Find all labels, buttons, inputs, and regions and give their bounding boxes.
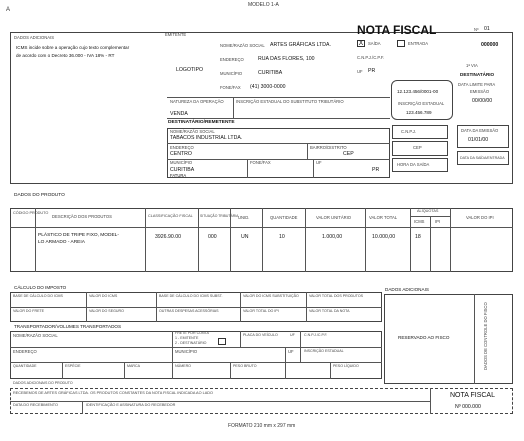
divider xyxy=(62,362,63,379)
th-quant: QUANTIDADE xyxy=(270,215,298,220)
valor-nota-label: VALOR TOTAL DA NOTA xyxy=(309,309,350,313)
emitente-block xyxy=(162,32,350,94)
emitente-nome: ARTES GRÁFICAS LTDA. xyxy=(270,42,331,48)
divider xyxy=(156,292,157,322)
dest-nome-label: NOME/RAZÃO SOCIAL xyxy=(170,129,215,134)
natureza-label: NATUREZA DA OPERAÇÃO xyxy=(170,99,224,104)
dest-bairro-label: BAIRRO/DISTRITO xyxy=(310,145,347,150)
cnpj-label: C.N.P.J./C.P.F. xyxy=(357,55,385,60)
divider xyxy=(167,97,390,98)
row-vunit: 1.000,00 xyxy=(322,234,343,240)
divider xyxy=(10,307,382,308)
especie-label: ESPÉCIE xyxy=(65,364,81,368)
transp-nome-label: NOME/RAZÃO SOCIAL xyxy=(13,333,58,338)
th-codigo: CÓDIGO PRODUTO xyxy=(13,211,49,215)
dest-fone-label: FONE/FAX xyxy=(250,160,271,165)
col-divider xyxy=(145,208,146,272)
calculo-title: CÁLCULO DO IMPOSTO xyxy=(14,285,67,290)
th-unid: UNID. xyxy=(238,215,250,220)
divider xyxy=(167,118,390,119)
row-vtotal: 10.000,00 xyxy=(372,234,396,240)
side-mark: A xyxy=(6,7,11,13)
th-vtotal: VALOR TOTAL xyxy=(369,215,398,220)
base-sub-label: BASE DE CÁLCULO DO ICMS SUBST. xyxy=(159,294,223,298)
uf-label: UF xyxy=(357,69,363,74)
transp-ie-label: INSCRIÇÃO ESTADUAL xyxy=(304,349,344,353)
divider xyxy=(167,159,390,160)
frete-label: VALOR DO FRETE xyxy=(13,309,45,313)
produtos-title: DADOS DO PRODUTO xyxy=(14,193,65,198)
saida-mark: X xyxy=(358,40,364,47)
dest-ie-label: CEP xyxy=(413,145,422,150)
valor-icms-label: VALOR DO ICMS xyxy=(89,294,118,298)
divider xyxy=(247,159,248,178)
saida-label: SAÍDA xyxy=(368,41,381,46)
data-saida-box xyxy=(457,151,509,165)
col-divider xyxy=(35,208,36,272)
col-divider xyxy=(410,208,411,272)
divider xyxy=(124,362,125,379)
dest-ie-box xyxy=(392,141,448,156)
divider xyxy=(240,292,241,322)
aliquotas-divider xyxy=(410,216,450,217)
placa-label: PLACA DO VEÍCULO xyxy=(243,333,278,337)
divider xyxy=(307,143,308,159)
row-quant: 10 xyxy=(279,234,285,240)
divider xyxy=(82,401,83,414)
footer-format: FORMATO 210 mm x 297 mm xyxy=(228,423,296,429)
emitente-endereco: RUA DAS FLORES, 100 xyxy=(258,56,315,62)
dados-adicionais-text1: ICMS incide sobre a operação cujo texto complementar xyxy=(16,45,130,50)
valor-sub-label: VALOR DO ICMS SUBSTITUIÇÃO xyxy=(243,294,299,298)
frete-emitente-label: 1 - EMITENTE xyxy=(175,336,199,340)
emitente-fone: (41) 3000-0000 xyxy=(250,84,286,90)
transp-endereco-label: ENDEREÇO xyxy=(13,349,37,354)
seguro-label: VALOR DO SEGURO xyxy=(89,309,124,313)
uf-value: PR xyxy=(368,68,376,74)
serie-value: 000000 xyxy=(481,42,499,48)
frete-conta-label: FRETE POR CONTA xyxy=(175,331,209,335)
nota-numero: 01 xyxy=(484,26,490,32)
dest-uf: PR xyxy=(372,167,380,173)
dest-cep: CEP xyxy=(343,151,354,157)
divider xyxy=(230,362,231,379)
via-label: 1ª VIA xyxy=(466,63,478,68)
divider xyxy=(313,159,314,178)
col-divider xyxy=(262,208,263,272)
emitente-municipio: CURITIBA xyxy=(258,70,283,76)
recibo-nf-title: NOTA FISCAL xyxy=(450,392,495,399)
th-class: CLASSIFICAÇÃO FISCAL xyxy=(148,214,193,218)
recibo-nf-numero: Nº 000.000 xyxy=(455,404,481,410)
recibo-assinatura-label: IDENTIFICAÇÃO E ASSINATURA DO RECEBEDOR xyxy=(86,403,176,407)
data-emissao-value: 01/01/00 xyxy=(468,137,489,143)
autenticacao-seal xyxy=(391,80,453,120)
data-emissao-label: DATA DA EMISSÃO xyxy=(461,128,499,133)
divider xyxy=(240,331,241,347)
divider xyxy=(10,362,382,363)
frete-dest-label: 2 - DESTINATÁRIO xyxy=(175,341,207,345)
reservado-fisco: RESERVADO AO FISCO xyxy=(398,335,450,340)
dados-adicionais-2-title: DADOS ADICIONAIS xyxy=(385,287,429,292)
emitente-label: EMITENTE xyxy=(165,32,187,37)
stamp-destinatario: DESTINATÁRIO xyxy=(460,72,495,77)
divider xyxy=(10,401,430,402)
marca-label: MARCA xyxy=(127,364,140,368)
row-sit: 000 xyxy=(208,234,217,240)
dados-adicionais-top xyxy=(12,35,160,70)
emitente-logo: LOGOTIPO xyxy=(176,67,204,73)
form-model-caption: MODELO 1-A xyxy=(248,2,279,8)
divider xyxy=(285,347,286,379)
quantidade-label: QUANTIDADE xyxy=(13,364,37,368)
valor-produtos-label: VALOR TOTAL DOS PRODUTOS xyxy=(309,294,364,298)
col-divider xyxy=(198,208,199,272)
numero-label: NÚMERO xyxy=(175,364,191,368)
dest-endereco: CENTRO xyxy=(170,151,192,157)
dest-fatura: FATURA xyxy=(170,173,187,178)
transportador-title: TRANSPORTADOR/VOLUMES TRANSPORTADOS xyxy=(14,324,122,329)
divider xyxy=(86,292,87,322)
transp-uf2-label: UF xyxy=(288,349,294,354)
hora-box xyxy=(392,158,448,172)
th-descricao: DESCRIÇÃO DOS PRODUTOS xyxy=(52,214,112,219)
th-icms: ICMS xyxy=(414,219,425,224)
col-divider xyxy=(430,216,431,272)
nota-fiscal-title: NOTA FISCAL xyxy=(357,23,437,37)
dados-controle-fisco: DADOS DE CONTROLE DO FISCO xyxy=(483,302,488,370)
ie-substituto-label: INSCRIÇÃO ESTADUAL DO SUBSTITUTO TRIBUTÁRIO xyxy=(236,99,344,104)
divider xyxy=(172,331,173,379)
seal-ie-value: 123.456.789 xyxy=(406,110,432,115)
saida-checkbox[interactable] xyxy=(357,40,365,47)
stamp-emissao: EMISSÃO xyxy=(470,89,490,94)
stamp-data-value: 00/00/00 xyxy=(472,98,493,104)
divider xyxy=(10,347,382,348)
emitente-fone-label: FONE/FAX xyxy=(220,85,241,90)
divider xyxy=(300,331,301,362)
th-aliquotas: ALÍQUOTAS xyxy=(417,209,439,213)
transp-municipio-label: MUNICÍPIO xyxy=(175,349,198,354)
hora-label: HORA DA SAÍDA xyxy=(397,162,430,167)
dest-uf-label: UF xyxy=(316,160,322,165)
emitente-municipio-label: MUNICÍPIO xyxy=(220,71,243,76)
dados-adicionais-title: DADOS ADICIONAIS xyxy=(14,35,55,40)
entrada-checkbox[interactable] xyxy=(397,40,405,47)
th-ipi: IPI xyxy=(435,219,441,224)
peso-liquido-label: PESO LÍQUIDO xyxy=(333,364,359,368)
divider xyxy=(306,292,307,322)
emitente-endereco-label: ENDEREÇO xyxy=(220,57,244,62)
natureza-value: VENDA xyxy=(170,111,188,117)
destinatario-title: DESTINATÁRIO/REMETENTE xyxy=(168,120,235,125)
emitente-nome-label: NOME/RAZÃO SOCIAL xyxy=(220,43,265,48)
divider xyxy=(330,362,331,379)
row-descricao-2: LO ARMADO - AREIA xyxy=(38,240,85,245)
dest-municipio: CURITIBA xyxy=(170,167,195,173)
dest-municipio-label: MUNICÍPIO xyxy=(170,160,193,165)
nota-numero-label: Nº xyxy=(474,27,479,32)
base-icms-label: BASE DE CÁLCULO DO ICMS xyxy=(13,294,63,298)
despesas-label: OUTRAS DESPESAS ACESSÓRIAS xyxy=(159,309,219,313)
data-emissao-box xyxy=(457,125,509,148)
recibo-data-label: DATA DO RECEBIMENTO xyxy=(13,403,58,407)
row-icms: 18 xyxy=(415,234,421,240)
dados-produto-label: DADOS ADICIONAIS DO PRODUTO xyxy=(13,381,73,385)
col-divider xyxy=(305,208,306,272)
stamp-data-limite: DATA LIMITE PARA xyxy=(458,82,496,87)
dest-endereco-label: ENDEREÇO xyxy=(170,145,194,150)
divider xyxy=(474,294,475,384)
col-divider xyxy=(365,208,366,272)
col-divider xyxy=(450,208,451,272)
row-class: 3926.90.00 xyxy=(155,234,181,240)
entrada-label: ENTRADA xyxy=(408,41,429,46)
data-saida-label: DATA DA SAÍDA/ENTRADA xyxy=(460,156,505,160)
dest-cnpj-label: C.N.P.J. xyxy=(401,129,417,134)
divider xyxy=(167,143,390,144)
dest-nome: TABACOS INDUSTRIAL LTDA. xyxy=(170,135,243,141)
row-unid: UN xyxy=(241,234,249,240)
seal-cnpj: 12.123.456/0001-00 xyxy=(397,89,439,94)
valor-ipi-label: VALOR TOTAL DO IPI xyxy=(243,309,279,313)
transp-cnpj-label: C.N.P.J./C.P.F. xyxy=(304,333,328,337)
recibo-text: RECEBEMOS DE ARTES GRÁFICAS LTDA. OS PRODUTOS CONSTANTES DA NOTA FISCAL INDICADA AO LADO xyxy=(13,391,213,395)
divider xyxy=(233,98,234,118)
seal-ie-label: INSCRIÇÃO ESTADUAL xyxy=(398,101,445,106)
divider xyxy=(430,388,431,414)
th-vunit: VALOR UNITÁRIO xyxy=(316,215,352,220)
dados-adicionais-text2: de acordo com o Decreto 36.000 - IVA 18% - RT xyxy=(16,53,115,58)
row-descricao-1: PLÁSTICO DE TRIPE FIXO, MODEL- xyxy=(38,233,119,238)
frete-checkbox[interactable] xyxy=(218,338,226,345)
th-vipi: VALOR DO IPI xyxy=(466,215,494,220)
dest-cnpj-box xyxy=(392,125,448,139)
transp-uf-label: UF xyxy=(290,333,295,337)
th-sit: SITUAÇÃO TRIBUTÁRIA xyxy=(200,214,239,218)
peso-bruto-label: PESO BRUTO xyxy=(233,364,257,368)
